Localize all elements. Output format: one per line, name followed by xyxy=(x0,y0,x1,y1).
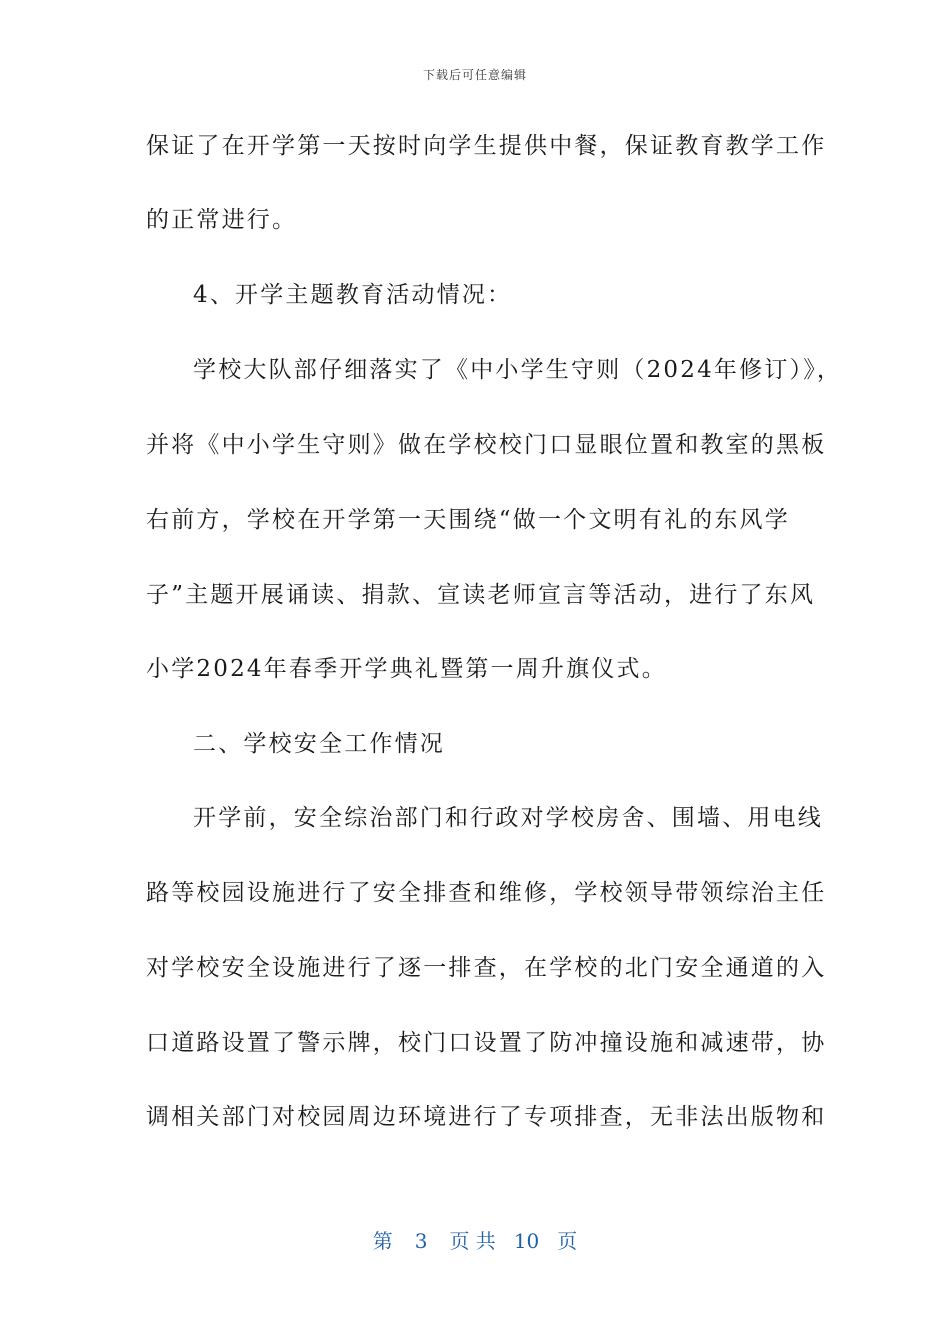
text-line: 的正常进行。 xyxy=(146,207,298,233)
footer-ye-gong: 页 共 xyxy=(449,1229,496,1253)
text-line: 开学前，安全综治部门和行政对学校房舍、围墙、用电线 xyxy=(193,805,823,831)
text-line: 路等校园设施进行了安全排查和维修，学校领导带领综治主任 xyxy=(146,880,827,906)
total-pages: 10 xyxy=(513,1229,540,1253)
text-line: 右前方，学校在开学第一天围绕“做一个文明有礼的东风学 xyxy=(146,507,790,533)
text-line: 调相关部门对校园周边环境进行了专项排查，无非法出版物和 xyxy=(146,1104,827,1130)
section-heading: 二、学校安全工作情况 xyxy=(193,731,445,757)
page-footer xyxy=(0,1225,950,1254)
footer-ye: 页 xyxy=(557,1229,578,1253)
header-note: 下载后可任意编辑 xyxy=(422,68,527,82)
text-line: 保证了在开学第一天按时向学生提供中餐，保证教育教学工作 xyxy=(146,133,827,159)
text-line: 学校大队部仔细落实了《中小学生守则（2024年修订）》， xyxy=(193,357,843,383)
text-line: 对学校安全设施进行了逐一排查，在学校的北门安全通道的入 xyxy=(146,955,827,981)
text-line: 并将《中小学生守则》做在学校校门口显眼位置和教室的黑板 xyxy=(146,432,827,458)
page-number: 3 xyxy=(414,1229,428,1253)
text-line: 小学2024年春季开学典礼暨第一周升旗仪式。 xyxy=(146,656,667,682)
section-heading: 4、开学主题教育活动情况： xyxy=(193,282,513,308)
footer-di: 第 xyxy=(372,1229,393,1253)
text-line: 子”主题开展诵读、捐款、宣读老师宣言等活动，进行了东风 xyxy=(146,582,816,608)
text-line: 口道路设置了警示牌，校门口设置了防冲撞设施和减速带，协 xyxy=(146,1030,827,1056)
